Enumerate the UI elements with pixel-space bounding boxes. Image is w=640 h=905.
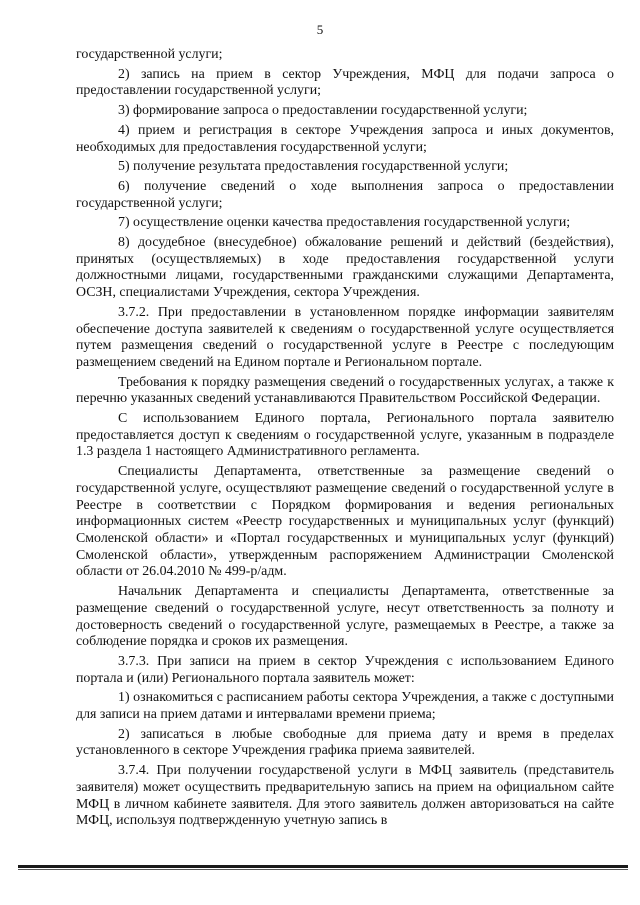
- paragraph-4: 4) прием и регистрация в секторе Учреждения запроса и иных документов, необходимых для предоставления государственной услуги;: [76, 122, 614, 155]
- paragraph-15: 1) ознакомиться с расписанием работы сектора Учреждения, а также с доступными для записи на прием датами и интервалами времени приема;: [76, 690, 614, 723]
- paragraph-8: 8) досудебное (внесудебное) обжалование решений и действий (бездействия), принятых (осуществляемых) в ходе предоставления государственной услуги должностными лицами, государственными гражданскими служащими Департамента, ОСЗН, специалистами Учреждения, сектора Учреждения.: [76, 235, 614, 301]
- document-body: [76, 47, 614, 830]
- paragraph-14: 3.7.3. При записи на прием в сектор Учреждения с использованием Единого портала и (или) Регионального портала заявитель может:: [76, 653, 614, 686]
- bottom-scan-edge: [18, 865, 628, 868]
- paragraph-2: 2) запись на прием в сектор Учреждения, МФЦ для подачи запроса о предоставлении государственной услуги;: [76, 66, 614, 99]
- page-number: 5: [316, 22, 324, 37]
- paragraph-16: 2) записаться в любые свободные для приема дату и время в пределах установленного в секторе Учреждения графика приема заявителей.: [76, 726, 614, 759]
- paragraph-5: 5) получение результата предоставления государственной услуги;: [118, 159, 509, 175]
- paragraph-9: 3.7.2. При предоставлении в установленном порядке информации заявителям обеспечение доступа заявителей к сведениям о государственной услуге осуществляется путем размещения сведений о государственной услуге в Реестре с последующим размещением сведений на Едином портале и Региональном портале.: [76, 304, 614, 370]
- paragraph-3: 3) формирование запроса о предоставлении государственной услуги;: [118, 103, 528, 119]
- paragraph-7: 7) осуществление оценки качества предоставления государственной услуги;: [118, 215, 571, 231]
- paragraph-11: С использованием Единого портала, Регионального портала заявителю предоставляется доступ к сведениям о государственной услуге, указанным в подразделе 1.3 раздела 1 настоящего Административного регламента.: [76, 411, 614, 460]
- paragraph-13: Начальник Департамента и специалисты Департамента, ответственные за размещение сведений о государственной услуге, несут ответственность за полноту и достоверность сведений о государственной услуге, размещаемых в Реестре, а также за соблюдение порядка и сроков их размещения.: [76, 584, 614, 650]
- paragraph-1: государственной услуги;: [76, 47, 223, 62]
- paragraph-10: Требования к порядку размещения сведений о государственных услугах, а также к перечню указанных сведений устанавливаются Правительством Российской Федерации.: [76, 374, 614, 407]
- paragraph-17: 3.7.4. При получении государственой услуги в МФЦ заявитель (представитель заявителя) может осуществить предварительную запись на прием на официальном сайте МФЦ в личном кабинете заявителя. Для этого заявитель должен авторизоваться на сайте МФЦ, используя подтвержденную учетную запись в: [76, 763, 614, 829]
- paragraph-12: Специалисты Департамента, ответственные за размещение сведений о государственной услуге, осуществляют размещение сведений о государственной услуге в Реестре в соответствии с Порядком формирования и ведения региональных информационных систем «Реестр государственных и муниципальных услуг (функций) Смоленской области» и «Портал государственных и муниципальных услуг (функций) Смоленской области», утвержденным распоряжением Администрации Смоленской области от 26.04.2010 № 499-р/адм.: [76, 464, 614, 580]
- paragraph-6: 6) получение сведений о ходе выполнения запроса о предоставлении государственной услуги;: [76, 178, 614, 211]
- bottom-scan-edge-shadow: [18, 869, 628, 870]
